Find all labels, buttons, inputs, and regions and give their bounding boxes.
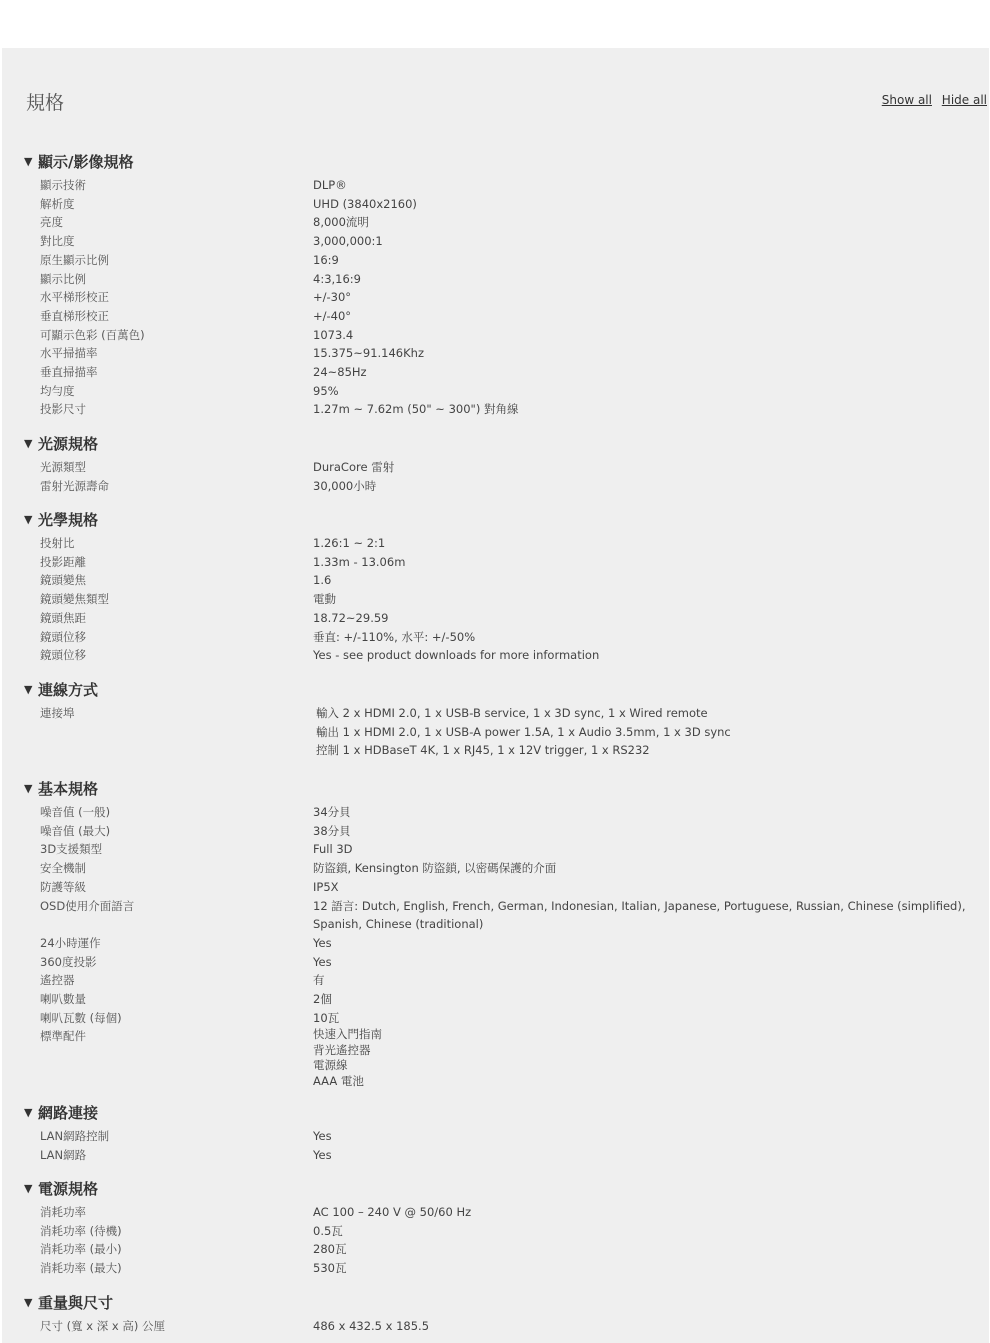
- spec-rows: [24, 458, 984, 495]
- collapse-triangle-icon: ▼: [24, 781, 33, 795]
- spec-value: 30,000小時: [313, 478, 377, 493]
- spec-row: [24, 363, 984, 382]
- spec-row: [24, 213, 984, 232]
- spec-row: [24, 1146, 984, 1165]
- top-strip: [0, 0, 990, 48]
- spec-value: 16:9: [313, 252, 339, 267]
- spec-value: 95%: [313, 383, 339, 398]
- spec-value: 防盜鎖, Kensington 防盜鎖, 以密碼保護的介面: [313, 861, 557, 876]
- spec-value: AC 100 – 240 V @ 50/60 Hz: [313, 1205, 472, 1219]
- spec-rows: [24, 1203, 984, 1278]
- spec-row: [24, 458, 984, 477]
- spec-value: 10瓦: [313, 1010, 340, 1025]
- section-title: 連線方式: [38, 680, 99, 699]
- spec-label: 噪音值 (一般): [40, 805, 111, 819]
- spec-label: OSD使用介面語言: [40, 898, 135, 913]
- spec-label: 投影尺寸: [40, 402, 86, 417]
- section-header[interactable]: [24, 1101, 984, 1123]
- spec-label: 喇叭數量: [40, 992, 86, 1007]
- collapse-triangle-icon: ▼: [24, 512, 33, 526]
- spec-label: 對比度: [40, 234, 75, 249]
- spec-row: [24, 382, 984, 401]
- section-title: 光源規格: [38, 434, 99, 453]
- section-title: 光學規格: [38, 510, 99, 529]
- spec-row: [24, 1009, 984, 1028]
- spec-label: 亮度: [40, 215, 63, 230]
- spec-value-line: 電源線: [313, 1058, 348, 1073]
- spec-value: 38分貝: [313, 823, 351, 838]
- spec-value-line: 背光遙控器: [313, 1042, 371, 1057]
- collapse-triangle-icon: ▼: [24, 436, 33, 450]
- spec-label: 光源類型: [40, 460, 86, 474]
- spec-value: 12 語言: Dutch, English, French, German, Indonesian, Italian, Japanese, Portuguese, Russian, Chinese (simplified), Spanish, Chinese (traditional): [313, 898, 966, 932]
- spec-value: IP5X: [313, 879, 339, 894]
- spec-value: 1073.4: [313, 327, 354, 342]
- spec-row: [24, 859, 984, 878]
- spec-label: 鏡頭變焦: [40, 573, 86, 588]
- spec-section: [24, 777, 984, 1089]
- spec-label: 可顯示色彩 (百萬色): [40, 327, 145, 342]
- spec-row: [24, 971, 984, 990]
- hide-all-link[interactable]: Hide all: [941, 93, 987, 107]
- spec-label: 鏡頭位移: [40, 629, 86, 644]
- spec-row: [24, 822, 984, 841]
- section-header[interactable]: [24, 508, 984, 530]
- show-all-link[interactable]: Show all: [881, 93, 932, 107]
- spec-value-line: 輸出 1 x HDMI 2.0, 1 x USB-A power 1.5A, 1 x Audio 3.5mm, 1 x 3D sync: [316, 724, 731, 739]
- spec-label: 連接埠: [40, 706, 75, 720]
- spec-row: [24, 1259, 984, 1278]
- spec-value: 有: [313, 973, 325, 988]
- spec-row: [24, 344, 984, 363]
- spec-value: DLP®: [313, 178, 347, 192]
- spec-label: 防護等級: [40, 879, 86, 894]
- spec-value: 486 x 432.5 x 185.5: [313, 1319, 430, 1333]
- spec-row: [24, 803, 984, 822]
- spec-value-line: 輸入 2 x HDMI 2.0, 1 x USB-B service, 1 x 3D sync, 1 x Wired remote: [316, 706, 708, 720]
- spec-value: 280瓦: [313, 1242, 347, 1257]
- spec-label: 垂直掃描率: [40, 365, 98, 380]
- spec-row: [24, 953, 984, 972]
- spec-value: 24~85Hz: [313, 365, 367, 380]
- spec-label: 鏡頭焦距: [40, 610, 86, 625]
- spec-row: [24, 251, 984, 270]
- spec-value-line: AAA 電池: [313, 1073, 364, 1088]
- spec-rows: [24, 534, 984, 665]
- spec-label: 雷射光源壽命: [40, 478, 109, 493]
- section-header[interactable]: [24, 432, 984, 454]
- spec-value: 1.6: [313, 573, 332, 588]
- spec-rows: [24, 176, 984, 419]
- spec-row: [24, 590, 984, 609]
- section-header[interactable]: [24, 150, 984, 172]
- spec-row: [24, 878, 984, 897]
- spec-value: 1.27m ~ 7.62m (50" ~ 300") 對角線: [313, 402, 519, 417]
- spec-value: 15.375~91.146Khz: [313, 346, 424, 361]
- spec-rows: [24, 1317, 984, 1336]
- collapse-triangle-icon: ▼: [24, 1105, 33, 1119]
- spec-label: 消耗功率 (待機): [40, 1223, 122, 1238]
- spec-row: [24, 897, 984, 934]
- spec-value-line: 快速入門指南: [313, 1027, 382, 1042]
- spec-value: 1.33m - 13.06m: [313, 554, 406, 569]
- spec-label: 水平掃描率: [40, 346, 98, 361]
- spec-section: [24, 432, 984, 495]
- spec-label: 噪音值 (最大): [40, 823, 111, 838]
- spec-section: [24, 1177, 984, 1278]
- collapse-triangle-icon: ▼: [24, 1295, 33, 1309]
- spec-row: [24, 1027, 984, 1089]
- spec-label: 喇叭瓦數 (每個): [40, 1010, 122, 1025]
- spec-label: 安全機制: [40, 861, 86, 876]
- spec-label: 消耗功率 (最大): [40, 1261, 122, 1276]
- spec-label: 鏡頭位移: [40, 648, 86, 663]
- spec-row: [24, 934, 984, 953]
- spec-value: DuraCore 雷射: [313, 460, 395, 474]
- spec-row: [24, 628, 984, 647]
- section-header[interactable]: [24, 1177, 984, 1199]
- page-title: 規格: [26, 92, 65, 114]
- spec-label: 24小時運作: [40, 935, 101, 950]
- spec-value: 1.26:1 ~ 2:1: [313, 536, 386, 550]
- spec-label: 標準配件: [40, 1029, 86, 1044]
- spec-label: 投射比: [40, 536, 75, 550]
- spec-label: 原生顯示比例: [40, 252, 109, 267]
- section-header[interactable]: [24, 678, 984, 700]
- spec-value: Full 3D: [313, 842, 353, 857]
- spec-label: LAN網路控制: [40, 1129, 110, 1143]
- spec-row: [24, 176, 984, 195]
- spec-label: 消耗功率 (最小): [40, 1242, 122, 1257]
- spec-row: [24, 553, 984, 572]
- spec-value: 18.72~29.59: [313, 610, 389, 625]
- spec-row: [24, 1222, 984, 1241]
- spec-row: [24, 477, 984, 496]
- spec-row: [24, 270, 984, 289]
- spec-value: 4:3,16:9: [313, 271, 361, 286]
- spec-value: 電動: [313, 592, 336, 607]
- spec-row: [24, 571, 984, 590]
- spec-label: 尺寸 (寬 x 深 x 高) 公厘: [40, 1319, 166, 1333]
- spec-value: 2個: [313, 992, 332, 1007]
- spec-value: 34分貝: [313, 805, 351, 819]
- spec-value: 3,000,000:1: [313, 234, 383, 249]
- spec-value: [313, 1027, 984, 1089]
- spec-section: [24, 1291, 984, 1336]
- spec-label: 顯示比例: [40, 271, 86, 286]
- collapse-triangle-icon: ▼: [24, 1181, 33, 1195]
- spec-row: [24, 840, 984, 859]
- spec-rows: [24, 1127, 984, 1164]
- spec-row: [24, 534, 984, 553]
- spec-value: 0.5瓦: [313, 1223, 343, 1238]
- spec-value: Yes: [313, 1129, 332, 1143]
- spec-value-line: 控制 1 x HDBaseT 4K, 1 x RJ45, 1 x 12V trigger, 1 x RS232: [316, 743, 650, 758]
- spec-label: 鏡頭變焦類型: [40, 592, 109, 607]
- spec-row: [24, 1240, 984, 1259]
- section-header[interactable]: [24, 777, 984, 799]
- spec-row: [24, 646, 984, 665]
- section-title: 重量與尺寸: [38, 1293, 114, 1312]
- spec-rows: [24, 803, 984, 1089]
- spec-label: 垂直梯形校正: [40, 308, 109, 323]
- spec-row: [24, 326, 984, 345]
- spec-value: 530瓦: [313, 1261, 347, 1276]
- spec-label: LAN網路: [40, 1147, 87, 1162]
- spec-section: [24, 150, 984, 419]
- toggle-links: [876, 93, 987, 107]
- spec-value: Yes: [313, 1147, 332, 1162]
- spec-value: +/-40°: [313, 308, 352, 323]
- spec-panel: [2, 48, 989, 1343]
- spec-row: [24, 1317, 984, 1336]
- spec-label: 投影距離: [40, 554, 86, 569]
- spec-value: 垂直: +/-110%, 水平: +/-50%: [313, 629, 476, 644]
- spec-row: [24, 195, 984, 214]
- spec-value: Yes - see product downloads for more information: [313, 648, 600, 663]
- spec-label: 360度投影: [40, 954, 97, 969]
- spec-value: UHD (3840x2160): [313, 196, 417, 211]
- section-title: 電源規格: [38, 1179, 99, 1198]
- spec-label: 消耗功率: [40, 1205, 86, 1219]
- spec-value: [313, 704, 984, 760]
- spec-row: [24, 1203, 984, 1222]
- spec-value: Yes: [313, 954, 332, 969]
- spec-label: 均勻度: [40, 383, 75, 398]
- spec-row: [24, 307, 984, 326]
- spec-label: 3D支援類型: [40, 842, 103, 857]
- section-title: 基本規格: [38, 779, 99, 798]
- spec-label: 水平梯形校正: [40, 290, 109, 305]
- spec-label: 解析度: [40, 196, 75, 211]
- spec-section: [24, 1101, 984, 1164]
- spec-value: 8,000流明: [313, 215, 369, 230]
- spec-label: 遙控器: [40, 973, 75, 988]
- spec-row: [24, 288, 984, 307]
- section-title: 網路連接: [38, 1103, 99, 1122]
- collapse-triangle-icon: ▼: [24, 682, 33, 696]
- spec-row: [24, 704, 984, 760]
- spec-row: [24, 1127, 984, 1146]
- spec-row: [24, 400, 984, 419]
- spec-section: [24, 678, 984, 760]
- collapse-triangle-icon: ▼: [24, 154, 33, 168]
- spec-label: 顯示技術: [40, 178, 86, 192]
- spec-value: +/-30°: [313, 290, 352, 305]
- spec-row: [24, 609, 984, 628]
- spec-row: [24, 990, 984, 1009]
- section-header[interactable]: [24, 1291, 984, 1313]
- spec-rows: [24, 704, 984, 760]
- spec-row: [24, 232, 984, 251]
- section-title: 顯示/影像規格: [38, 152, 134, 171]
- spec-value: Yes: [313, 935, 332, 950]
- spec-section: [24, 508, 984, 665]
